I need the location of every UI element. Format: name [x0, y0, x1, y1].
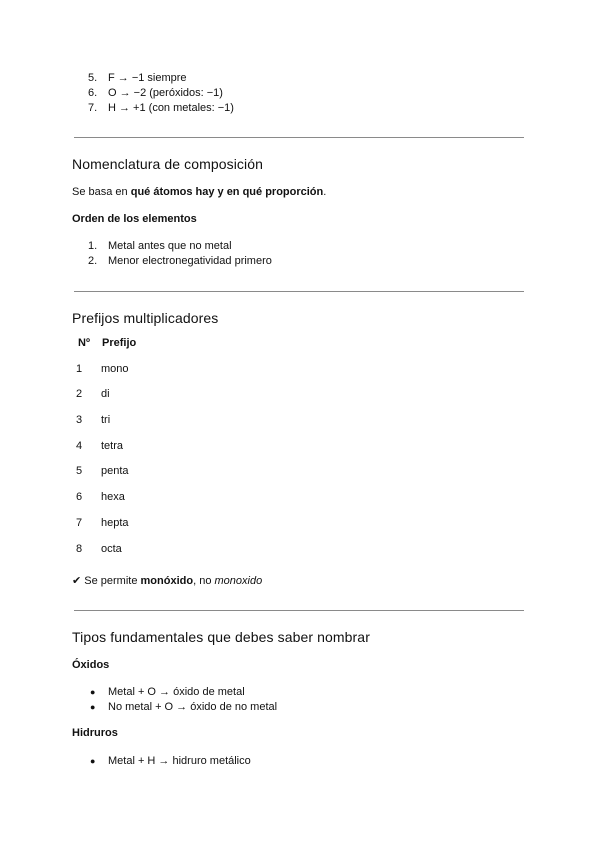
bullet-icon: ● [90, 687, 96, 697]
header-numero: Nº [78, 337, 90, 349]
checkmark-icon: ✔ [72, 575, 82, 587]
table-row: 6 hexa [76, 491, 125, 504]
list-item: ● Metal + H → hidruro metálico [90, 755, 251, 767]
subsection-title-oxidos: Óxidos [72, 659, 110, 671]
table-row: 1 mono [76, 362, 129, 375]
list-item: 2. Menor electronegatividad primero [88, 255, 272, 267]
section-title-tipos: Tipos fundamentales que debes saber nombrar [72, 629, 370, 645]
header-prefijo: Prefijo [102, 337, 137, 349]
list-item: 5. F → −1 siempre [88, 72, 187, 84]
oxidos-list [90, 685, 277, 715]
list-item: ● No metal + O → óxido de no metal [90, 701, 278, 713]
subsection-title-orden: Orden de los elementos [72, 213, 197, 225]
prefijos-table [72, 331, 272, 562]
table-row: 5 penta [76, 465, 129, 478]
section-divider [74, 137, 524, 138]
list-item: 1. Metal antes que no metal [88, 240, 232, 252]
list-item: ● Metal + O → óxido de metal [90, 686, 245, 698]
table-row: 2 di [76, 388, 110, 401]
table-header-row [72, 331, 272, 357]
section-divider [74, 291, 524, 292]
bullet-icon: ● [90, 756, 96, 766]
bullet-icon: ● [90, 702, 96, 712]
orden-list [88, 239, 272, 269]
list-item: 6. O → −2 (peróxidos: −1) [88, 87, 223, 99]
section-title-composicion: Nomenclatura de composición [72, 156, 264, 172]
table-row: 4 tetra [76, 439, 124, 452]
composicion-intro: Se basa en qué átomos hay y en qué proporción. [72, 186, 327, 198]
oxidation-rules-list [88, 71, 234, 116]
table-row: 3 tri [76, 414, 111, 427]
table-row: 8 octa [76, 542, 122, 555]
section-title-prefijos: Prefijos multiplicadores [72, 310, 219, 326]
section-divider [74, 610, 524, 611]
list-item: 7. H → +1 (con metales: −1) [88, 102, 234, 114]
prefijos-note: ✔ Se permite monóxido, no monoxido [72, 575, 263, 587]
table-row: 7 hepta [76, 516, 129, 529]
subsection-title-hidruros: Hidruros [72, 727, 118, 739]
hidruros-list [90, 754, 251, 769]
